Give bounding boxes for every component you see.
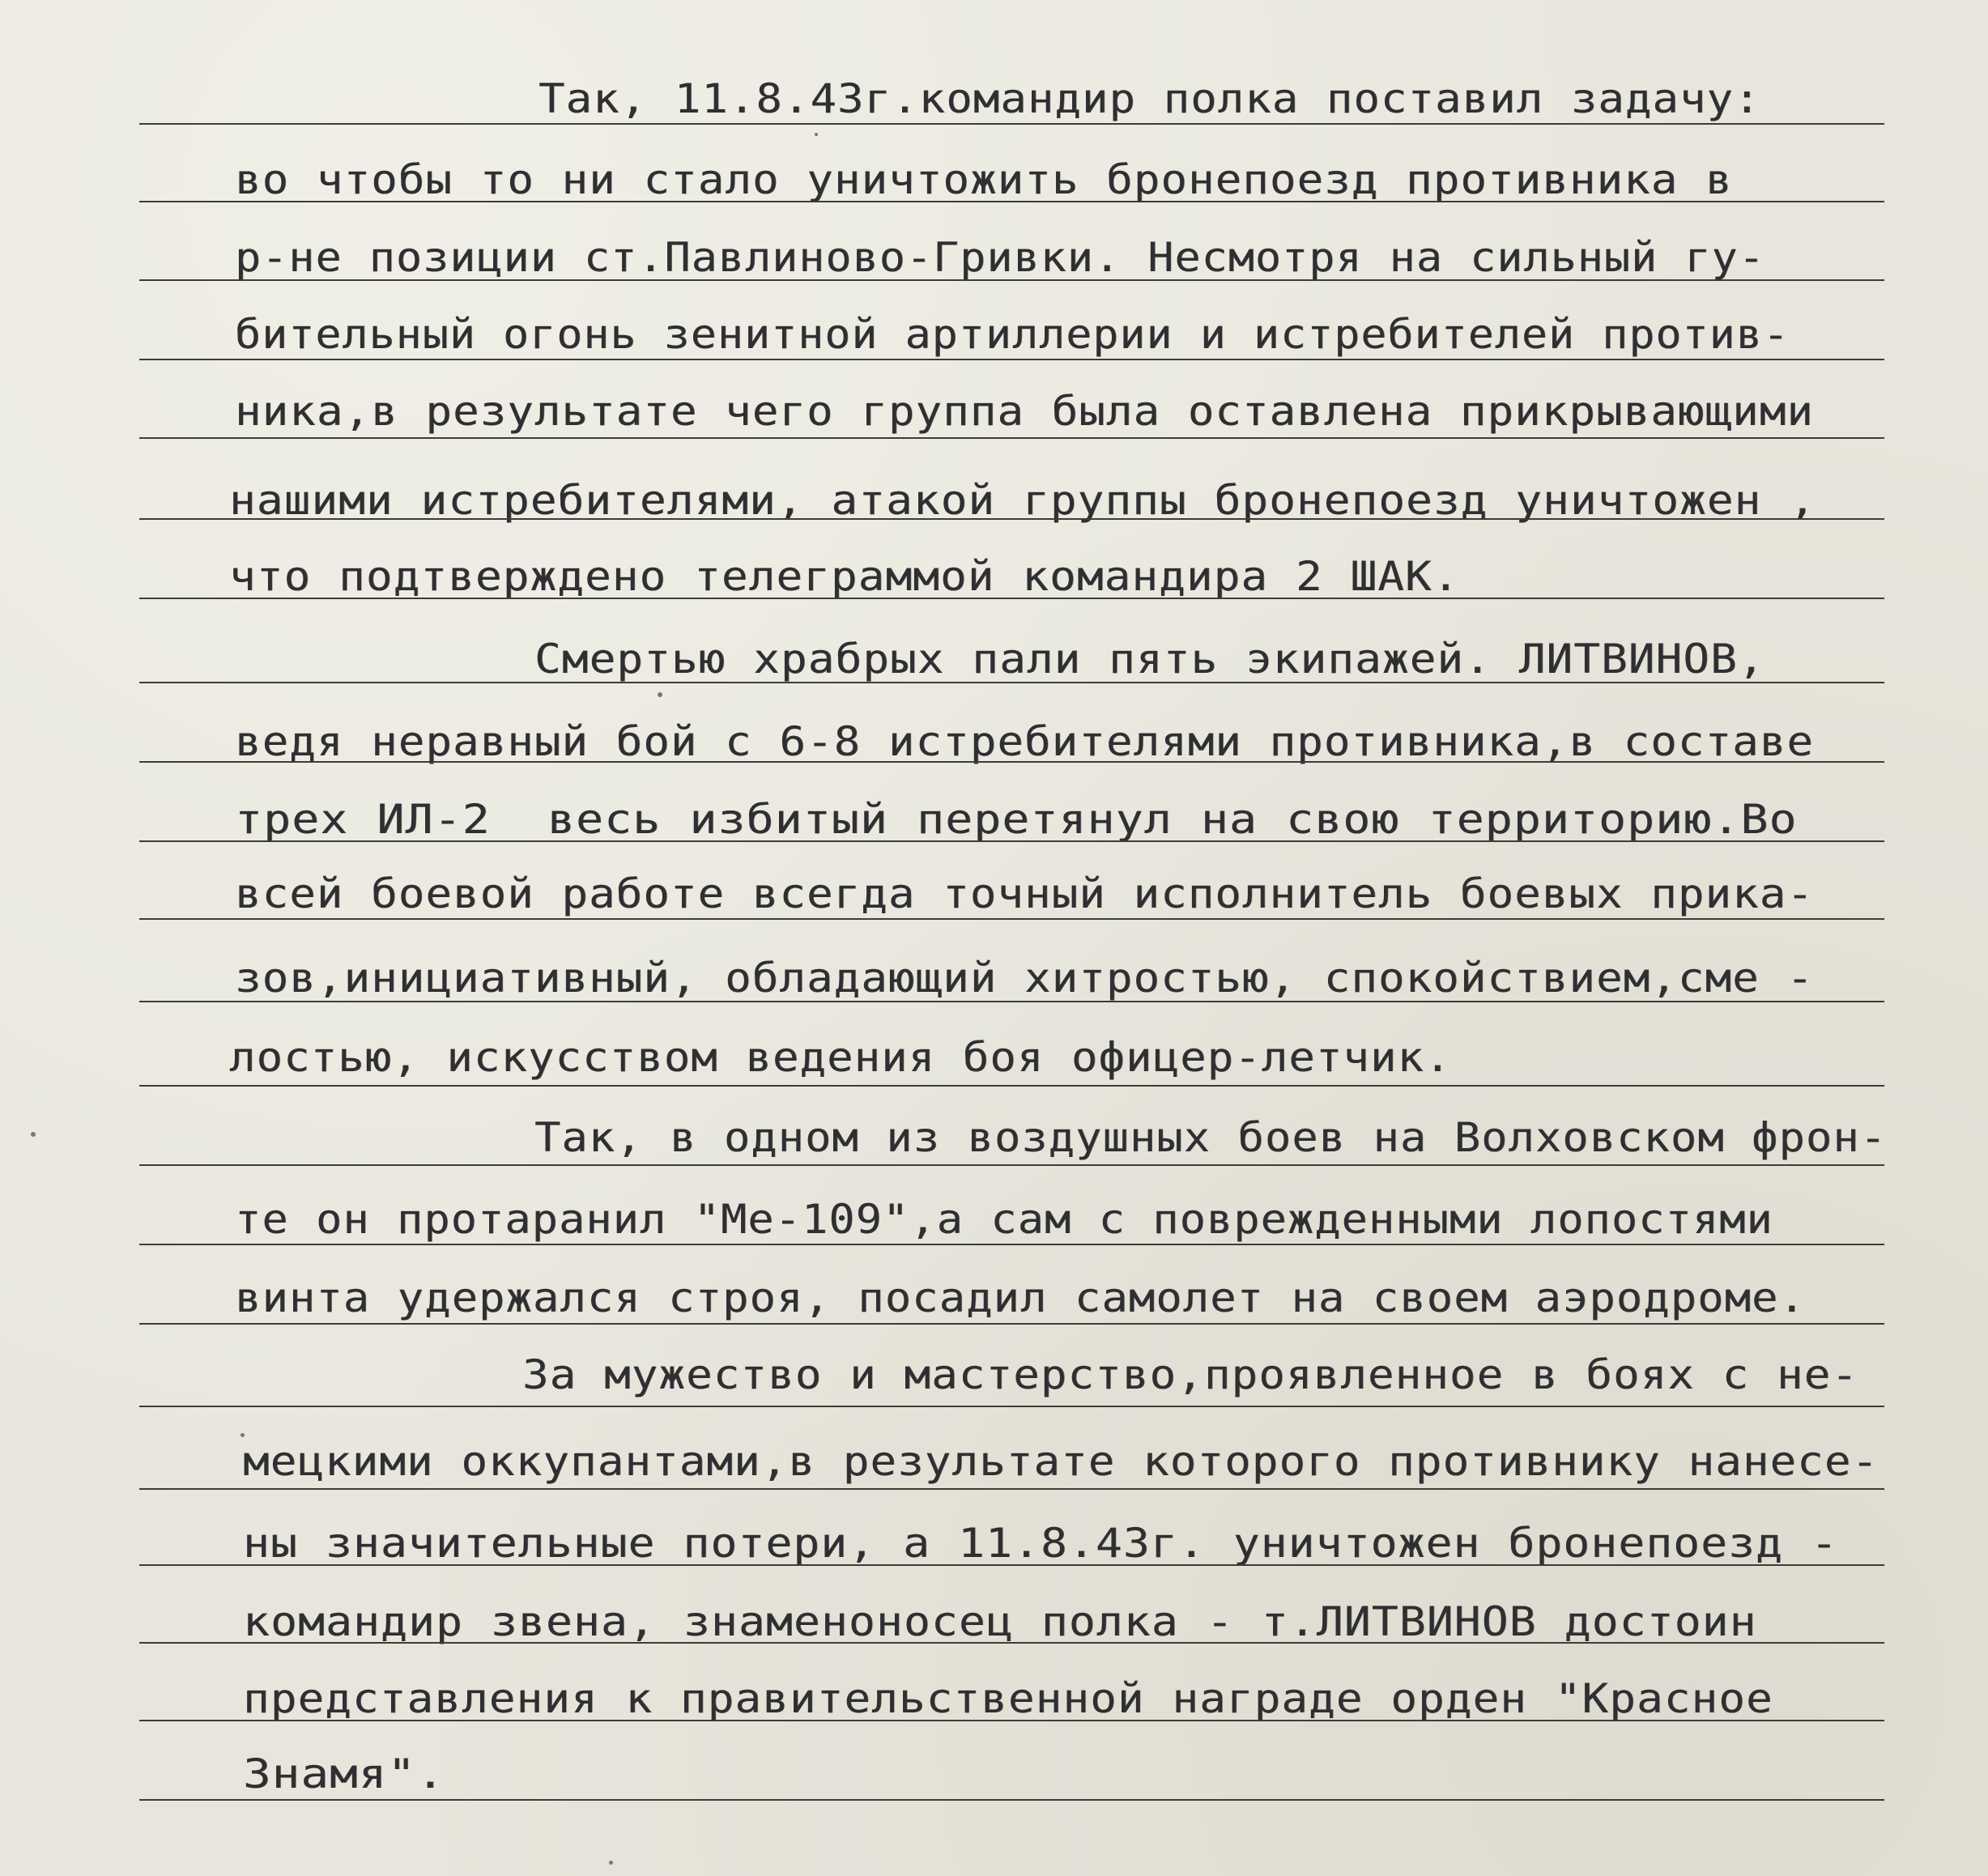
paper-speck — [658, 692, 662, 697]
text-line-2: во чтобы то ни стало уничтожить бронепоезд противника в — [235, 156, 1733, 203]
text-line-22: Знамя". — [243, 1751, 445, 1797]
form-rule-8 — [139, 682, 1884, 683]
form-rule-16 — [139, 1323, 1884, 1325]
form-rule-12 — [139, 1001, 1884, 1002]
form-rule-10 — [139, 840, 1884, 842]
form-rule-18 — [139, 1488, 1884, 1490]
form-rule-9 — [139, 761, 1884, 763]
text-line-19: ны значительные потери, а 11.8.43г. уничтожен бронепоезд - — [243, 1520, 1838, 1567]
form-rule-11 — [139, 918, 1884, 920]
text-line-14: Так, в одном из воздушных боев на Волховском фрон- — [534, 1114, 1888, 1161]
form-rule-19 — [139, 1564, 1884, 1566]
text-line-7: что подтверждено телеграммой командира 2 ШАК. — [229, 553, 1460, 600]
form-rule-3 — [139, 279, 1884, 281]
paper-speck — [815, 133, 818, 136]
text-line-4: бительный огонь зенитной артиллерии и истребителей против- — [235, 311, 1790, 358]
form-rule-22 — [139, 1799, 1884, 1801]
form-rule-21 — [139, 1720, 1884, 1721]
form-rule-1 — [139, 123, 1884, 125]
form-rule-15 — [139, 1244, 1884, 1245]
form-rule-20 — [139, 1642, 1884, 1644]
text-line-1: Так, 11.8.43г.командир полка поставил задачу: — [539, 75, 1761, 122]
form-rule-7 — [139, 598, 1884, 599]
form-rule-6 — [139, 518, 1884, 520]
form-rule-5 — [139, 437, 1884, 439]
text-line-6: нашими истребителями, атакой группы бронепоезд уничтожен , — [229, 477, 1816, 524]
text-line-5: ника,в результате чего группа была оставлена прикрывающими — [235, 388, 1814, 435]
text-line-8: Смертью храбрых пали пять экипажей. ЛИТВИНОВ, — [534, 636, 1765, 683]
text-line-16: винта удержался строя, посадил самолет на своем аэродроме. — [235, 1274, 1806, 1321]
text-line-20: командир звена, знаменоносец полка - т.ЛИТВИНОВ достоин — [243, 1598, 1757, 1645]
form-rule-14 — [139, 1164, 1884, 1166]
text-line-11: всей боевой работе всегда точный исполнитель боевых прика- — [235, 870, 1814, 917]
form-rule-4 — [139, 359, 1884, 360]
text-line-12: зов,инициативный, обладающий хитростью, спокойствием,сме - — [235, 955, 1814, 1002]
text-line-15: те он протаранил "Ме-109",а сам с поврежденными лопостями — [235, 1196, 1773, 1243]
text-line-21: представления к правительственной награде орден "Красное — [243, 1675, 1773, 1722]
paper-speck — [241, 1433, 245, 1437]
text-line-13: лостью, искусством ведения боя офицер-летчик. — [229, 1034, 1452, 1081]
text-line-17: За мужество и мастерство,проявленное в боях с не- — [522, 1351, 1859, 1398]
text-line-3: р-не позиции ст.Павлиново-Гривки. Несмотря на сильный гу- — [235, 234, 1765, 281]
form-rule-17 — [139, 1406, 1884, 1407]
form-rule-13 — [139, 1085, 1884, 1087]
text-line-9: ведя неравный бой с 6-8 истребителями противника,в составе — [235, 718, 1814, 765]
form-rule-2 — [139, 201, 1884, 202]
paper-speck — [609, 1861, 613, 1865]
text-line-10: трех ИЛ-2 весь избитый перетянул на свою территорию.Во — [235, 796, 1798, 843]
text-line-18: мецкими оккупантами,в результате которого противнику нанесе- — [243, 1438, 1879, 1485]
paper-speck — [31, 1132, 36, 1137]
